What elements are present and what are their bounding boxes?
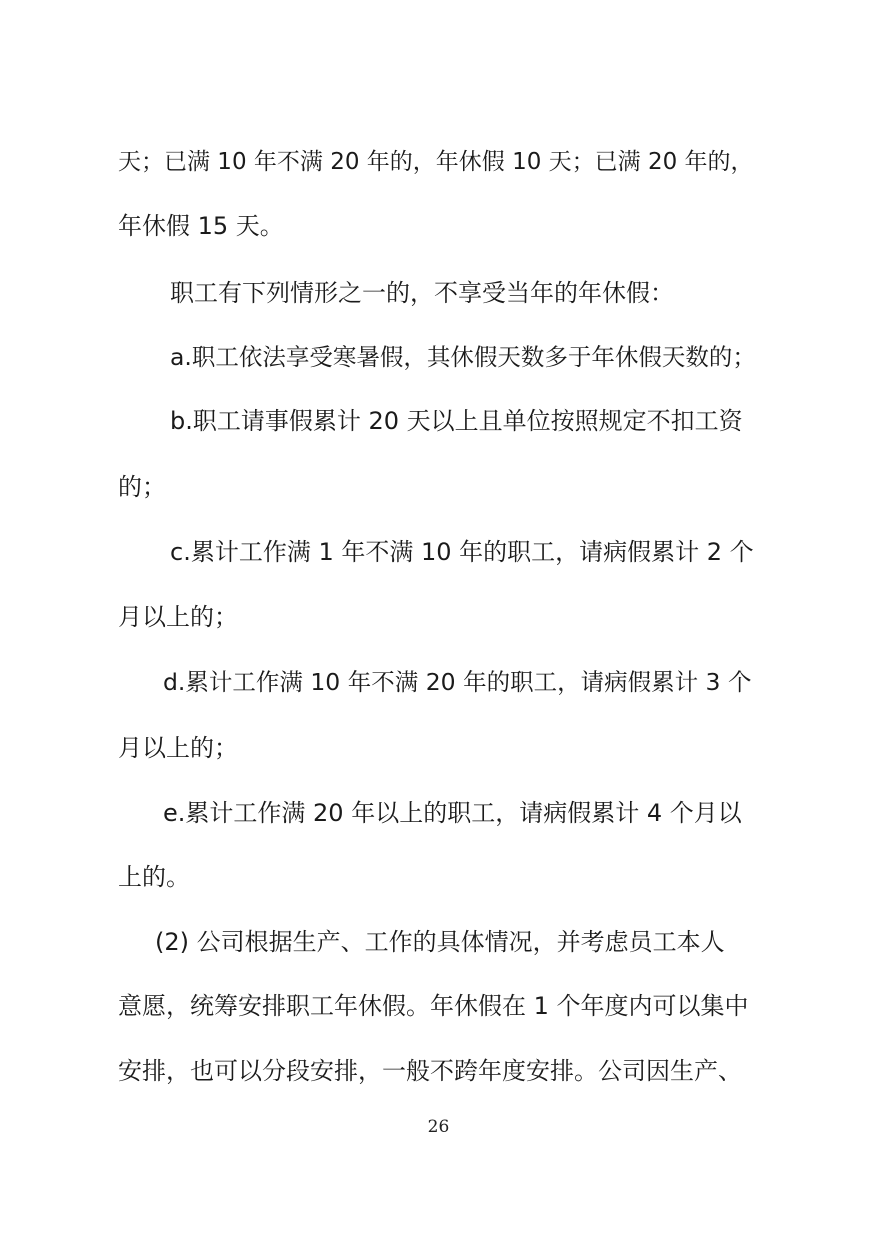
text-line: c.累计工作满 1 年不满 10 年的职工，请病假累计 2 个 (170, 538, 754, 566)
text-line: 月以上的； (118, 603, 238, 631)
text-line: 月以上的； (118, 734, 238, 762)
text-line: 上的。 (118, 863, 190, 891)
text-line: e.累计工作满 20 年以上的职工，请病假累计 4 个月以 (163, 799, 742, 827)
text-line: d.累计工作满 10 年不满 20 年的职工，请病假累计 3 个 (163, 668, 752, 696)
text-line: 的； (118, 473, 166, 501)
text-line: 意愿，统筹安排职工年休假。年休假在 1 个年度内可以集中 (118, 992, 749, 1020)
text-line: a.职工依法享受寒暑假，其休假天数多于年休假天数的； (170, 343, 756, 371)
text-line: 年休假 15 天。 (118, 212, 284, 240)
text-line: 职工有下列情形之一的，不享受当年的年休假： (170, 279, 674, 307)
text-line: (2) 公司根据生产、工作的具体情况，并考虑员工本人 (155, 928, 725, 956)
text-line: b.职工请事假累计 20 天以上且单位按照规定不扣工资 (170, 407, 743, 435)
text-line: 天；已满 10 年不满 20 年的，年休假 10 天；已满 20 年的， (118, 149, 754, 175)
page-number: 26 (427, 1117, 450, 1137)
text-line: 安排，也可以分段安排，一般不跨年度安排。公司因生产、 (118, 1057, 742, 1085)
